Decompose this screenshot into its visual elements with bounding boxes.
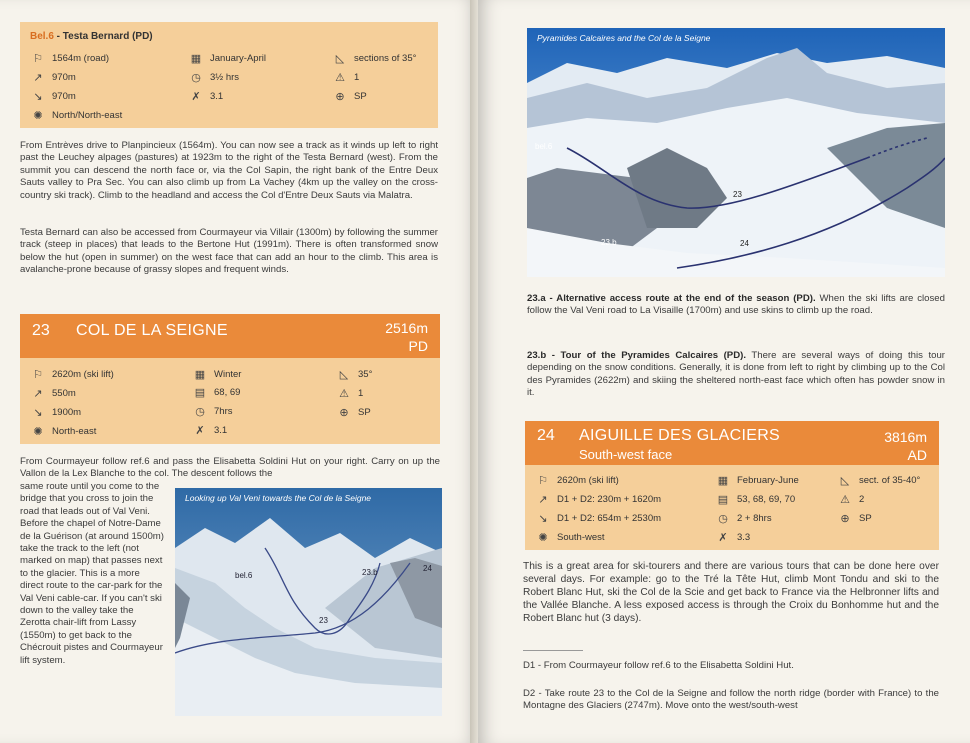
aspect-row: ✺ South-west bbox=[535, 531, 605, 544]
rating-row: ✗ 3.3 bbox=[715, 531, 750, 544]
rating-row: ✗ 3.1 bbox=[188, 90, 223, 103]
para-23b bbox=[527, 350, 945, 400]
photo-label: bel.6 bbox=[535, 142, 553, 151]
info-box-bel6 bbox=[20, 22, 438, 128]
route-altitude: 3816m bbox=[884, 429, 927, 445]
arrow-up-right-icon: ↗ bbox=[33, 72, 43, 84]
map-row: ▤ 68, 69 bbox=[192, 386, 240, 399]
ski-rating-icon: ✗ bbox=[195, 425, 205, 437]
arrow-up-right-icon: ↗ bbox=[33, 388, 43, 400]
left-page bbox=[0, 0, 478, 743]
time-row: ◷ 7hrs bbox=[192, 405, 232, 418]
route-23-text-side: same route until you come to the bridge that you cross to join the road that leads out of Val Veni. Before the chapel of Notre-Dame de la Guérison (at around 1500m) take the track to the left (not marked on map) that passes next to the glacier. This is a more direct route to the car-park for the Val Veni cable-car. If you can't ski down to the valley take the Zerotta chair-lift from Lassy (1550m) to get back to the Chécrouit pistes and Courmayeur lift system. bbox=[20, 481, 164, 666]
gear-icon: ⊕ bbox=[335, 91, 345, 103]
route-23-text-top: From Courmayeur follow ref.6 and pass the Elisabetta Soldini Hut on your right. Carry on up the Vallon de la Lex Blanche to the col. The descent follows the bbox=[20, 456, 440, 480]
route-grade: AD bbox=[907, 447, 927, 463]
arrow-down-right-icon: ↘ bbox=[33, 91, 43, 103]
ski-rating-icon: ✗ bbox=[718, 532, 728, 544]
route-number: 23 bbox=[32, 322, 50, 339]
d2-text: D2 - Take route 23 to the Col de la Seigne and follow the north ridge (border with France) to the Montagne des Glaciers (2747m). Move onto the west/south-west bbox=[523, 688, 939, 712]
warning-triangle-icon: ⚠ bbox=[335, 72, 345, 84]
map-icon: ▤ bbox=[717, 494, 729, 506]
para-23a-body: When the ski lifts are closed follow the Val Veni road to La Visaille (1700m) and use skins to climb up the road. bbox=[527, 293, 945, 317]
flag-icon: ⚐ bbox=[538, 475, 548, 487]
pyramides-photo-image bbox=[527, 28, 945, 277]
arrow-up-right-icon: ↗ bbox=[538, 494, 548, 506]
route-24-text: This is a great area for ski-tourers and there are various tours that can be done here over several days. For example: go to the Tré la Tête Hut, climb Mont Tondu and ski to the Robert Blanc Hut, ski the Col de la Scie and get back to France via the Helbronner lifts and the Vallée Blanche. A less exposed access is through the Croix du Bonhomme hut and the Robert Blanc hut (3 days). bbox=[523, 561, 939, 624]
season-row: ▦ January-April bbox=[188, 52, 266, 65]
divider bbox=[523, 650, 583, 651]
calendar-icon: ▦ bbox=[190, 53, 202, 65]
slope-icon: ◺ bbox=[840, 475, 850, 487]
slope-icon: ◺ bbox=[339, 369, 349, 381]
aspect-row: ✺ North/North-east bbox=[30, 109, 122, 122]
arrow-down-right-icon: ↘ bbox=[538, 513, 548, 525]
route-23-header bbox=[20, 314, 440, 358]
clock-icon: ◷ bbox=[718, 513, 728, 525]
flag-icon: ⚐ bbox=[33, 369, 43, 381]
calendar-icon: ▦ bbox=[717, 475, 729, 487]
slope-row: ◺ sect. of 35-40° bbox=[837, 474, 920, 487]
compass-icon: ✺ bbox=[538, 532, 548, 544]
val-veni-photo-image bbox=[175, 488, 442, 716]
ascent-row: ↗ D1 + D2: 230m + 1620m bbox=[535, 493, 661, 506]
aspect-row: ✺ North-east bbox=[30, 425, 96, 438]
gear-row: ⊕ SP bbox=[837, 512, 872, 525]
gear-icon: ⊕ bbox=[840, 513, 850, 525]
d1-text: D1 - From Courmayeur follow ref.6 to the Elisabetta Soldini Hut. bbox=[523, 660, 794, 671]
ref-label: Bel.6 bbox=[30, 31, 54, 42]
risk-row: ⚠ 1 bbox=[332, 71, 359, 84]
start-row: ⚐ 2620m (ski lift) bbox=[30, 368, 114, 381]
photo-label: 23 bbox=[319, 616, 328, 625]
route-24-header bbox=[525, 421, 939, 465]
ref-title: - Testa Bernard (PD) bbox=[53, 31, 153, 42]
start-row: ⚐ 1564m (road) bbox=[30, 52, 109, 65]
photo-label: 23.b bbox=[362, 568, 378, 577]
ascent-row: ↗ 970m bbox=[30, 71, 76, 84]
map-icon: ▤ bbox=[194, 387, 206, 399]
compass-icon: ✺ bbox=[33, 110, 43, 122]
info-box-route-24 bbox=[525, 465, 939, 550]
intro-paragraph-1: From Entrèves drive to Planpincieux (1564m). You can now see a track as it winds up left to right past the Leuchey alpages (pastures) at 1923m to the right of the Testa Bernard (west). From the summit you can descend the north face or, via the Col Sapin, the right bank of the Entre Deux Sauts valley to Pra Sec. You can also climb up from La Vachey (4km up the valley on the cross-country ski track). Climb to the headland and access the Col d'Entre Deux Sauts via Malatra. bbox=[20, 140, 438, 201]
warning-triangle-icon: ⚠ bbox=[339, 388, 349, 400]
photo-label: 24 bbox=[423, 564, 432, 573]
photo-caption: Looking up Val Veni towards the Col de la Seigne bbox=[185, 493, 372, 503]
intro-paragraph-2: Testa Bernard can also be accessed from Courmayeur via Villair (1300m) by following the summer track (steep in places) that leads to the Bertone Hut (1991m). There is often transformed snow below the hut (open in summer) on the west face that can add an hour to the climb. This area is avalanche-prone because of grassy slopes and frequent winds. bbox=[20, 227, 438, 276]
photo-label: bel.6 bbox=[235, 571, 253, 580]
photo-caption: Pyramides Calcaires and the Col de la Seigne bbox=[537, 33, 711, 43]
slope-row: ◺ 35° bbox=[336, 368, 372, 381]
photo-label: 23.b bbox=[601, 238, 617, 247]
ski-rating-icon: ✗ bbox=[191, 91, 201, 103]
route-grade: PD bbox=[408, 338, 428, 354]
calendar-icon: ▦ bbox=[194, 369, 206, 381]
gear-row: ⊕ SP bbox=[336, 406, 371, 419]
route-subtitle: South-west face bbox=[579, 447, 673, 462]
ascent-row: ↗ 550m bbox=[30, 387, 76, 400]
gear-row: ⊕ SP bbox=[332, 90, 367, 103]
arrow-down-right-icon: ↘ bbox=[33, 407, 43, 419]
time-row: ◷ 2 + 8hrs bbox=[715, 512, 772, 525]
start-row: ⚐ 2620m (ski lift) bbox=[535, 474, 619, 487]
time-row: ◷ 3½ hrs bbox=[188, 71, 239, 84]
season-row: ▦ Winter bbox=[192, 368, 241, 381]
flag-icon: ⚐ bbox=[33, 53, 43, 65]
compass-icon: ✺ bbox=[33, 426, 43, 438]
gear-icon: ⊕ bbox=[339, 407, 349, 419]
warning-triangle-icon: ⚠ bbox=[840, 494, 850, 506]
season-row: ▦ February-June bbox=[715, 474, 799, 487]
risk-row: ⚠ 2 bbox=[837, 493, 864, 506]
descent-row: ↘ 970m bbox=[30, 90, 76, 103]
descent-row: ↘ D1 + D2: 654m + 2530m bbox=[535, 512, 661, 525]
info-box-route-23 bbox=[20, 358, 440, 444]
val-veni-photo bbox=[175, 488, 442, 716]
slope-row: ◺ sections of 35° bbox=[332, 52, 416, 65]
para-23a-title: 23.a - Alternative access route at the end of the season (PD). bbox=[527, 293, 816, 304]
pyramides-photo bbox=[527, 28, 945, 277]
slope-icon: ◺ bbox=[335, 53, 345, 65]
info-box-title bbox=[30, 31, 153, 42]
map-row: ▤ 53, 68, 69, 70 bbox=[715, 493, 795, 506]
clock-icon: ◷ bbox=[195, 406, 205, 418]
descent-row: ↘ 1900m bbox=[30, 406, 81, 419]
route-name: AIGUILLE DES GLACIERS bbox=[579, 427, 781, 444]
right-page bbox=[478, 0, 970, 743]
para-23b-title: 23.b - Tour of the Pyramides Calcaires (PD). bbox=[527, 350, 746, 361]
clock-icon: ◷ bbox=[191, 72, 201, 84]
para-23a bbox=[527, 293, 945, 318]
para-23b-body: There are several ways of doing this tour depending on the snow conditions. Generally, it is done from left to right by climbing up to the Col des Pyramides (2622m) and skiing the sheltered north-east face which often has powder snow in it. bbox=[527, 350, 945, 399]
rating-row: ✗ 3.1 bbox=[192, 424, 227, 437]
route-name: COL DE LA SEIGNE bbox=[76, 322, 228, 339]
photo-label: 24 bbox=[740, 239, 749, 248]
route-altitude: 2516m bbox=[385, 320, 428, 336]
route-number: 24 bbox=[537, 427, 555, 444]
photo-label: 23 bbox=[733, 190, 742, 199]
risk-row: ⚠ 1 bbox=[336, 387, 363, 400]
